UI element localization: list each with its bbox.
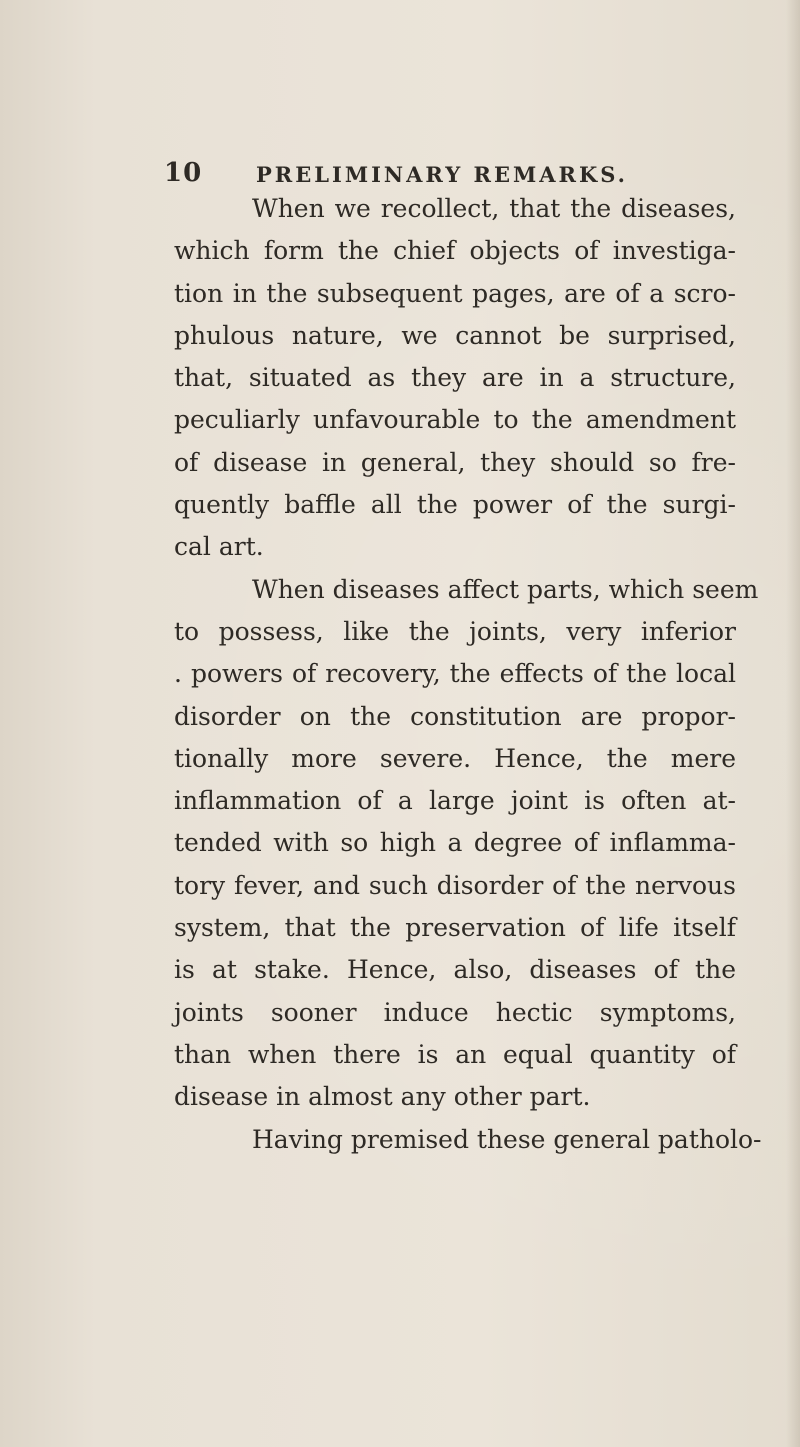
- text-line: joints sooner induce hectic symptoms,: [174, 997, 736, 1027]
- page-edge-shadow: [786, 0, 800, 1447]
- text-line: When we recollect, that the diseases,: [252, 194, 736, 223]
- text-line: When diseases affect parts, which seem: [252, 574, 759, 604]
- text-line: . powers of recovery, the effects of the local: [174, 659, 736, 689]
- text-line: disease in almost any other part.: [174, 1082, 591, 1112]
- text-line: tion in the subsequent pages, are of a scro-: [174, 278, 736, 308]
- text-line: that, situated as they are in a structure,: [174, 363, 736, 393]
- text-line: inflammation of a large joint is often at-: [174, 786, 736, 816]
- page-number: 10: [164, 158, 203, 188]
- text-line: peculiarly unfavourable to the amendment: [174, 405, 736, 435]
- text-line: of disease in general, they should so fre-: [174, 447, 736, 477]
- text-line: tory fever, and such disorder of the nervous: [174, 870, 736, 900]
- text-line: tionally more severe. Hence, the mere: [174, 743, 736, 773]
- text-line: cal art.: [174, 532, 264, 562]
- text-line: disorder on the constitution are propor-: [174, 701, 736, 731]
- text-line: tended with so high a degree of inflamma-: [174, 828, 736, 858]
- text-line: than when there is an equal quantity of: [174, 1039, 736, 1069]
- text-line: is at stake. Hence, also, diseases of the: [174, 955, 736, 985]
- text-line: quently baffle all the power of the surgi-: [174, 490, 736, 520]
- text-line: system, that the preservation of life itself: [174, 913, 736, 943]
- running-title: PRELIMINARY REMARKS.: [256, 162, 628, 187]
- body-text: [174, 188, 762, 1161]
- text-line: Having premised these general patholo-: [252, 1124, 762, 1154]
- text-line: which form the chief objects of investiga-: [174, 236, 736, 266]
- text-line: phulous nature, we cannot be surprised,: [174, 320, 736, 350]
- text-line: to possess, like the joints, very inferior: [174, 616, 736, 646]
